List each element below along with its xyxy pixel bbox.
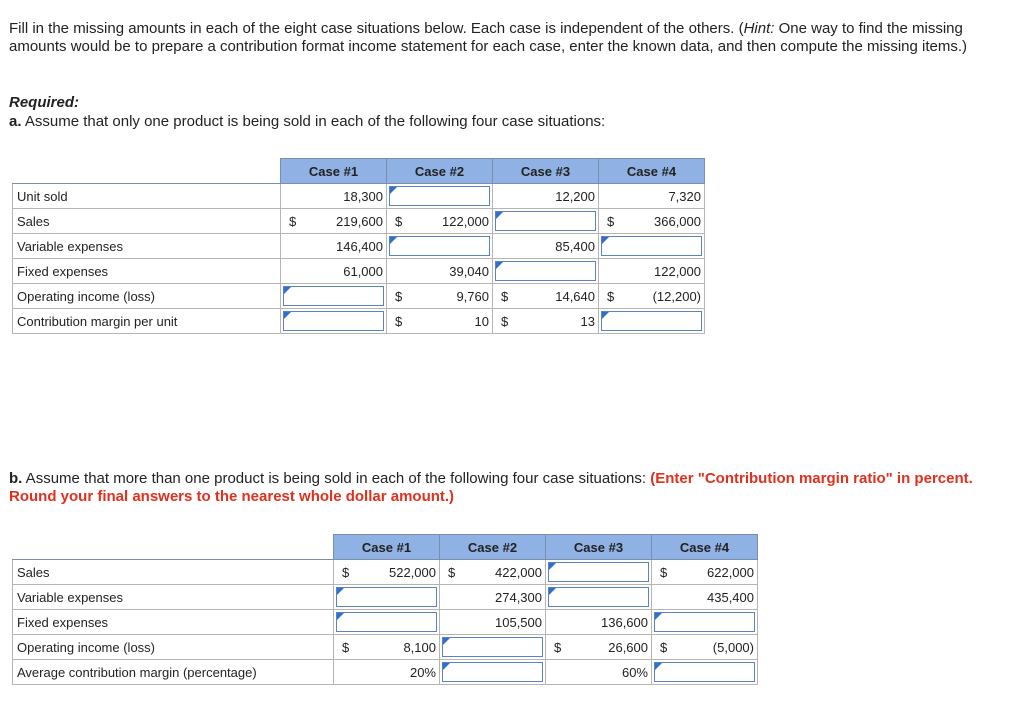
part-a-cell-case-3[interactable] [493,259,599,284]
part-a-cell-case-2 [387,284,493,309]
dollar-sign: $ [660,640,668,655]
given-value: (12,200) [652,289,701,304]
part-b-cell-case-2 [440,560,546,585]
part-b-header-case-3: Case #3 [546,535,652,560]
input-marker-icon [443,638,450,645]
part-a-row-label: Sales [13,209,281,234]
part-b-row-label: Fixed expenses [13,610,334,635]
part-a-table [12,158,705,334]
answer-input[interactable] [495,261,596,281]
dollar-sign: $ [607,214,615,229]
part-a-row-label: Contribution margin per unit [13,309,281,334]
given-value: 26,600 [608,640,648,655]
input-marker-icon [549,588,556,595]
input-marker-icon [284,312,291,319]
given-value: 14,640 [555,289,595,304]
part-a-cell-case-2[interactable] [387,234,493,259]
dollar-sign: $ [501,314,509,329]
part-a-cell-case-3 [493,284,599,309]
part-b-cell-case-3 [546,610,652,635]
part-a-cell-case-4 [599,259,705,284]
dollar-sign: $ [448,565,456,580]
part-b-row-label: Sales [13,560,334,585]
part-a-row [13,309,705,334]
input-marker-icon [655,613,662,620]
part-a-cell-case-1 [281,184,387,209]
dollar-sign: $ [501,289,509,304]
answer-input[interactable] [389,236,490,256]
given-value: 20% [409,665,436,680]
input-marker-icon [602,237,609,244]
part-b-row-label: Operating income (loss) [13,635,334,660]
part-b-row [13,585,758,610]
part-b-header-case-1: Case #1 [334,535,440,560]
part-b-header-row [13,535,758,560]
part-a-header-case-2: Case #2 [387,159,493,184]
part-b-header-case-4: Case #4 [652,535,758,560]
part-b-cell-case-4 [652,635,758,660]
given-value: 435,400 [707,590,754,605]
part-b-cell-case-4 [652,560,758,585]
input-marker-icon [443,663,450,670]
given-value: 105,500 [495,615,542,630]
part-b-cell-case-1[interactable] [334,585,440,610]
given-value: 61,000 [343,264,383,279]
part-a-header-row [13,159,705,184]
input-marker-icon [496,212,503,219]
part-b-cell-case-2[interactable] [440,635,546,660]
given-value: 8,100 [403,640,436,655]
part-b-cell-case-4 [652,585,758,610]
part-a-header-case-3: Case #3 [493,159,599,184]
part-a-cell-case-3 [493,184,599,209]
given-value: 9,760 [456,289,489,304]
answer-input[interactable] [654,612,755,632]
part-a-cell-case-2[interactable] [387,184,493,209]
input-marker-icon [390,187,397,194]
part-a-cell-case-1[interactable] [281,309,387,334]
part-a-row [13,284,705,309]
part-a-cell-case-2 [387,259,493,284]
answer-input[interactable] [601,311,702,331]
instructions-part-2: One way to find the missing amounts would be to prepare a contribution format income statement for each case, enter the known data, and then compute the missing items.) [9,20,968,55]
dollar-sign: $ [289,214,297,229]
given-value: 7,320 [668,189,701,204]
part-b-cell-case-4[interactable] [652,660,758,685]
part-b-cell-case-2 [440,610,546,635]
given-value: 422,000 [495,565,542,580]
given-value: 85,400 [555,239,595,254]
instructions-part-1: Fill in the missing amounts in each of the eight case situations below. Each case is independent of the others. ( [9,20,744,37]
given-value: 219,600 [336,214,383,229]
part-a-cell-case-4 [599,209,705,234]
part-a-cell-case-1[interactable] [281,284,387,309]
part-b-cell-case-1 [334,560,440,585]
part-b-cell-case-3 [546,660,652,685]
answer-input[interactable] [548,562,649,582]
part-b-cell-case-3[interactable] [546,585,652,610]
part-b-cell-case-3[interactable] [546,560,652,585]
part-b-text: Assume that more than one product is being sold in each of the following four case situations: [22,470,651,487]
part-b-cell-case-2[interactable] [440,660,546,685]
part-b-table [12,534,758,685]
answer-input[interactable] [283,286,384,306]
part-a-cell-case-4[interactable] [599,234,705,259]
part-b-header-case-2: Case #2 [440,535,546,560]
part-a-instructions [9,113,605,130]
given-value: 522,000 [389,565,436,580]
dollar-sign: $ [342,640,350,655]
given-value: 10 [474,314,489,329]
part-a-header-case-1: Case #1 [281,159,387,184]
part-a-row [13,184,705,209]
answer-input[interactable] [389,186,490,206]
answer-input[interactable] [336,612,437,632]
part-a-cell-case-3[interactable] [493,209,599,234]
given-value: 122,000 [442,214,489,229]
instructions-text [9,20,999,56]
part-a-cell-case-1 [281,209,387,234]
given-value: 39,040 [449,264,489,279]
part-b-cell-case-2 [440,585,546,610]
dollar-sign: $ [342,565,350,580]
part-b-cell-case-4[interactable] [652,610,758,635]
input-marker-icon [655,663,662,670]
input-marker-icon [549,563,556,570]
part-a-row-label: Unit sold [13,184,281,209]
given-value: 12,200 [555,189,595,204]
input-marker-icon [337,588,344,595]
part-b-row [13,610,758,635]
part-a-prefix: a. [9,113,22,130]
part-a-row-label: Variable expenses [13,234,281,259]
part-a-row [13,234,705,259]
part-b-row [13,660,758,685]
input-marker-icon [337,613,344,620]
part-a-text: Assume that only one product is being sold in each of the following four case situations: [21,113,606,130]
part-b-cell-case-3 [546,635,652,660]
part-a-cell-case-4 [599,284,705,309]
given-value: 60% [621,665,648,680]
given-value: 122,000 [654,264,701,279]
part-a-cell-case-3 [493,234,599,259]
part-a-row [13,259,705,284]
part-a-row [13,209,705,234]
part-b-row [13,635,758,660]
part-a-row-label: Operating income (loss) [13,284,281,309]
part-b-cell-case-1 [334,635,440,660]
part-a-header-blank [13,159,281,184]
part-b-note: (Enter "Contribution margin ratio" in percent. Round your final answers to the nearest whole dollar amount.) [9,470,973,505]
dollar-sign: $ [607,289,615,304]
given-value: 146,400 [336,239,383,254]
part-b-cell-case-1[interactable] [334,610,440,635]
part-b-header-blank [13,535,334,560]
part-b-row-label: Variable expenses [13,585,334,610]
given-value: 13 [580,314,595,329]
part-a-cell-case-2 [387,209,493,234]
answer-input[interactable] [601,236,702,256]
part-b-cell-case-1 [334,660,440,685]
input-marker-icon [390,237,397,244]
given-value: 18,300 [343,189,383,204]
part-b-row [13,560,758,585]
dollar-sign: $ [395,214,403,229]
given-value: 274,300 [495,590,542,605]
part-b-prefix: b. [9,470,23,487]
dollar-sign: $ [660,565,668,580]
part-a-row-label: Fixed expenses [13,259,281,284]
given-value: 366,000 [654,214,701,229]
part-a-cell-case-3 [493,309,599,334]
required-heading: Required: [9,94,80,111]
part-a-header-case-4: Case #4 [599,159,705,184]
given-value: 136,600 [601,615,648,630]
input-marker-icon [496,262,503,269]
part-a-cell-case-2 [387,309,493,334]
answer-input[interactable] [283,311,384,331]
part-a-cell-case-1 [281,259,387,284]
answer-input[interactable] [495,211,596,231]
part-b-instructions [9,470,1009,506]
answer-input[interactable] [442,662,543,682]
answer-input[interactable] [442,637,543,657]
answer-input[interactable] [336,587,437,607]
dollar-sign: $ [395,314,403,329]
part-a-cell-case-4[interactable] [599,309,705,334]
part-a-cell-case-4 [599,184,705,209]
input-marker-icon [602,312,609,319]
input-marker-icon [284,287,291,294]
given-value: 622,000 [707,565,754,580]
part-b-row-label: Average contribution margin (percentage) [13,660,334,685]
answer-input[interactable] [654,662,755,682]
answer-input[interactable] [548,587,649,607]
dollar-sign: $ [395,289,403,304]
dollar-sign: $ [554,640,562,655]
hint-label: Hint: [743,20,775,37]
given-value: (5,000) [712,640,754,655]
part-a-cell-case-1 [281,234,387,259]
